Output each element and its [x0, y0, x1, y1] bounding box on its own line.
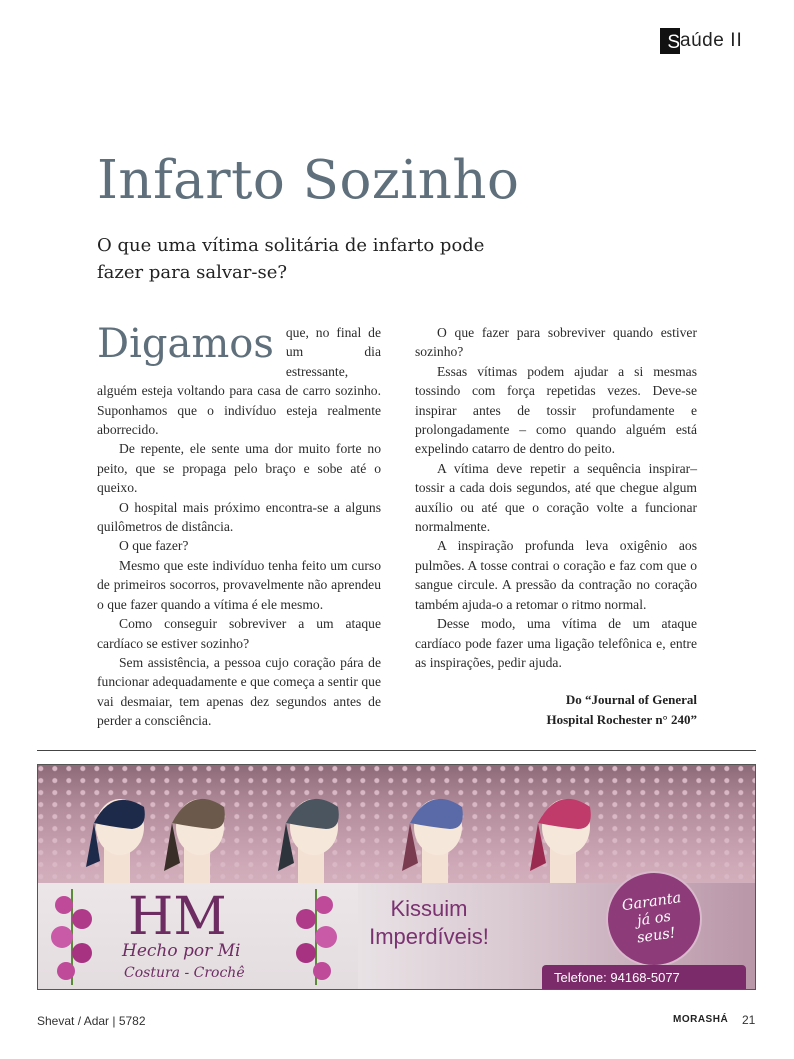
magazine-logo: MORASHÁ	[673, 1014, 729, 1025]
advertisement	[37, 764, 756, 990]
mannequin-icon	[528, 787, 598, 887]
orchid-icon	[286, 889, 346, 985]
article-title: Infarto Sozinho	[97, 150, 520, 211]
mannequin-row	[38, 765, 755, 885]
paragraph: Sem assistência, a pessoa cujo coração pára de funcionar adequadamente e que começa a sentir que vai desmaiar, tem apenas dez segundos antes de perder a consciência.	[97, 654, 381, 729]
section-tag-initial: S	[660, 28, 680, 54]
section-tag	[660, 28, 743, 54]
paragraph: Desse modo, uma vítima de um ataque cardíaco pode fazer uma ligação telefônica e, entre as inspirações, pedir ajuda.	[415, 616, 697, 670]
orchid-icon	[42, 889, 102, 985]
paragraph: O que fazer?	[119, 538, 189, 554]
section-tag-name: aúde	[680, 30, 725, 51]
right-column	[415, 323, 697, 672]
badge-line-2: já os	[636, 908, 672, 929]
source-credit	[500, 690, 697, 730]
credit-line-2: Hospital Rochester n° 240”	[546, 712, 697, 727]
hm-services: Costura - Crochê	[124, 965, 245, 981]
ad-headline-line-1: Kissuim	[390, 896, 468, 921]
paragraph: De repente, ele sente uma dor muito forte no peito, que se propaga pelo braço e sobe até o queixo.	[97, 441, 381, 496]
divider	[37, 750, 756, 751]
mannequin-icon	[276, 787, 346, 887]
phone-number: Telefone: 94168-5077	[542, 965, 746, 989]
paragraph: A vítima deve repetir a sequência inspirar–tossir a cada dois segundos, até que chegue algum auxílio ou até que o coração volte a funcionar normalmente.	[415, 460, 697, 535]
paragraph: O hospital mais próximo encontra-se a alguns quilômetros de distância.	[97, 499, 381, 535]
article-subtitle: O que uma vítima solitária de infarto pode fazer para salvar-se?	[97, 235, 485, 283]
badge-line-3: seus!	[636, 924, 677, 946]
paragraph: Como conseguir sobreviver a um ataque cardíaco se estiver sozinho?	[97, 616, 381, 651]
hm-tagline: Hecho por Mi	[122, 941, 241, 961]
mannequin-icon	[82, 787, 152, 887]
mannequin-icon	[400, 787, 470, 887]
left-column	[97, 323, 381, 731]
credit-line-1: Do “Journal of General	[565, 692, 697, 707]
badge-line-1: Garanta	[620, 889, 683, 914]
page-number: 21	[742, 1013, 756, 1027]
paragraph: Mesmo que este indivíduo tenha feito um curso de primeiros socorros, provavelmente não aprendeu o que fazer quando a vítima é ele mesmo.	[97, 557, 381, 612]
section-tag-bars: II	[730, 30, 743, 51]
ad-headline	[356, 895, 502, 951]
paragraph: Essas vítimas podem ajudar a si mesmas tossindo com força repetidas vezes. Deve-se inspirar antes de tossir profundamente e prolongadamente – como quando alguém está expelindo catarro de dentro do peito.	[415, 363, 697, 457]
ad-headline-line-2: Imperdíveis!	[369, 924, 489, 949]
paragraph: A inspiração profunda leva oxigênio aos pulmões. A tosse contrai o coração e faz com que o sangue circule. A pressão da contração no coração também ajuda-o a retomar o ritmo normal.	[415, 538, 697, 612]
dropcap-word: Digamos	[97, 321, 274, 367]
mannequin-icon	[162, 787, 232, 887]
paragraph: O que fazer para sobreviver quando estiver sozinho?	[415, 325, 697, 360]
issue-label: Shevat / Adar | 5782	[37, 1014, 146, 1028]
hm-logo: HM	[128, 887, 227, 947]
paragraph: Digamos que, no final de um dia estressante, alguém esteja voltando para casa de carro sozinho. Suponhamos que o indivíduo esteja realmente aborrecido.	[97, 321, 381, 438]
